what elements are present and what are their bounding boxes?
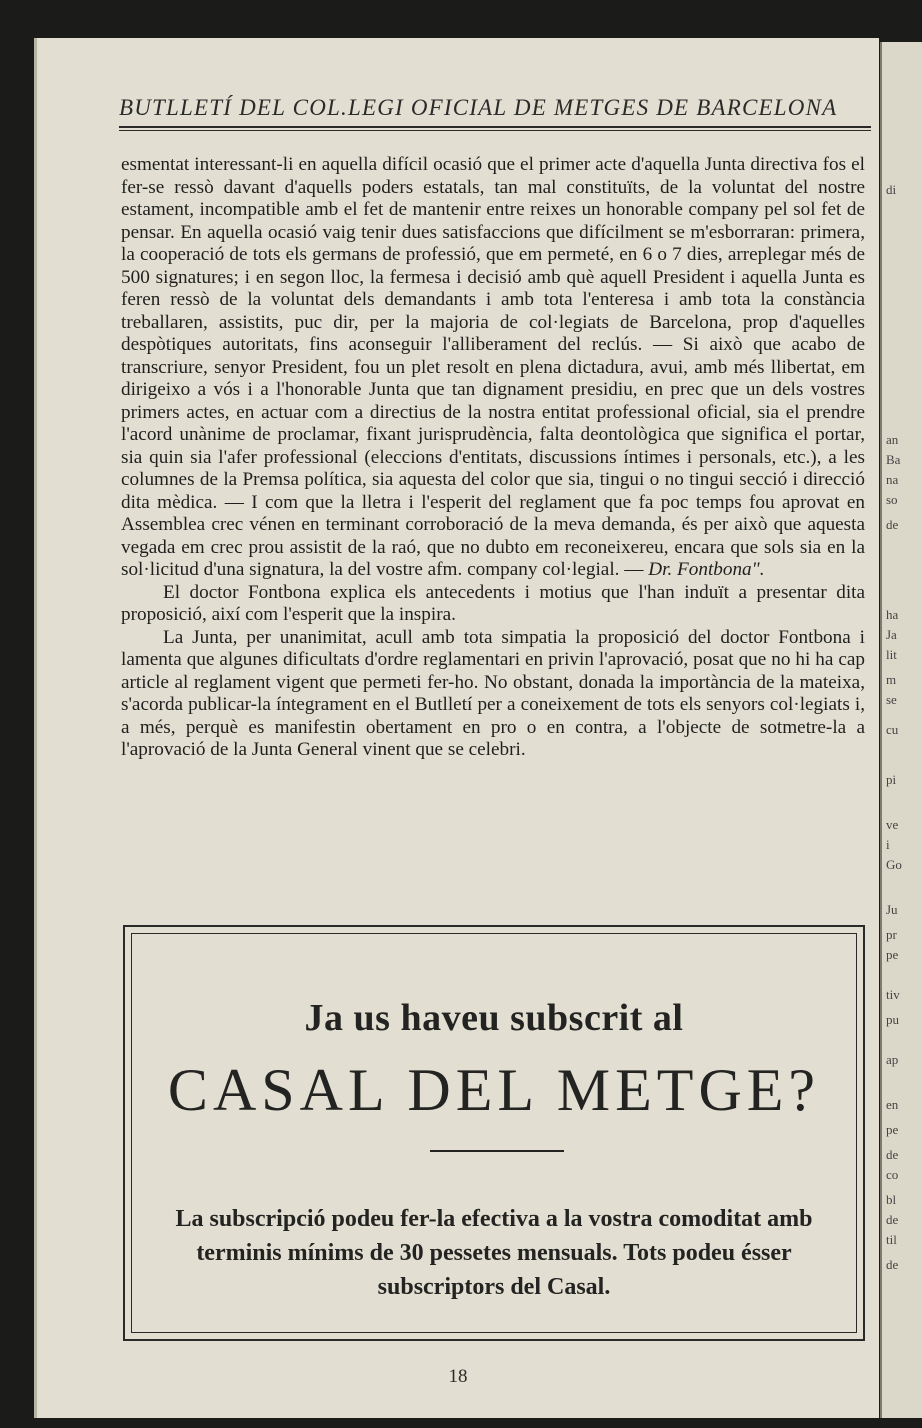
page-number: 18 [448,1366,468,1387]
adjacent-page-fragment: na [886,472,899,487]
page [34,38,879,1418]
paragraph-explanation: El doctor Fontbona explica els antecedents i motius que l'han induït a presentar dita proposició, així com l'esperit que la inspira. [121,581,865,625]
adjacent-page-fragment: tiv [886,987,900,1002]
running-head: BUTLLETÍ DEL COL.LEGI OFICIAL DE METGES DE BARCELONA [119,95,838,120]
adjacent-page-fragment: m [886,672,897,687]
adjacent-page-fragment: pe [886,1122,899,1137]
adjacent-page-fragment: lit [886,647,897,662]
letter-text: esmentat interessant-li en aquella difícil ocasió que el primer acte d'aquella Junta directiva fos el fer-se ressò davant d'aquells poders estatals, tan mal constituïts, de la voluntat del nostre estament, incompatible amb el fet de mantenir entre reixes un honorable company pel sol fet de pensar. En aquella ocasió vaig tenir dues satisfaccions que difícilment se m'esborraran: primera, la cooperació de tots els germans de professió, que em permeté, en 6 o 7 dies, arreplegar més de 500 signatures; i en segon lloc, la fermesa i decisió amb què aquell President i aquella Junta es feren ressò de la voluntat dels demandants i amb tota l'enteresa i amb tota la constància treballaren, assistits, puc dir, per la majoria de col·legiats de Barcelona, prop d'aquelles despòtiques autoritats, fins aconseguir l'alliberament del reclús. — Si això que acabo de transcriure, senyor President, fou un plet resolt en plena dictadura, avui, amb més llibertat, em dirigeixo a vós i a l'honorable Junta que tan dignament presidiu, en prec que un dels vostres primers actes, en actuar com a directius de la nostra entitat professional oficial, sia el prendre l'acord unànime de proclamar, fixant jurisprudència, falta deontològica que significa el portar, sia quin sia l'afer professional (eleccions d'entitats, discussions íntimes i personals, etc.), a les columnes de la Premsa política, sia aquesta del color que sia, tingui o no tingui secció i direcció dita mèdica. — I com que la lletra i l'esperit del reglament que fa poc temps fou aprovat en Assemblea crec vénen en terminant corroboració de la meva demanda, és per això que aquesta vegada em crec prou assistit de la raó, que no dubto em reconeixereu, encara que sols sia en la sol·licitud d'una signatura, la del vostre afm. company col·legial. — [121,154,865,580]
adjacent-page-fragment: de [886,1257,899,1272]
adjacent-page-edge [880,42,922,1418]
adjacent-page-fragment: pu [886,1012,899,1027]
adjacent-page-fragment: pe [886,947,899,962]
advertisement [123,925,865,1341]
adjacent-page-fragment: en [886,1097,899,1112]
adjacent-page-fragment: i [886,837,890,852]
body-text [121,154,865,762]
adjacent-page-fragment: cu [886,722,899,737]
adjacent-page-fragment: Go [886,857,902,872]
adjacent-page-fragment: ve [886,817,899,832]
advertisement-inner-border [131,933,857,1333]
adjacent-page-fragment: Ja [886,627,897,642]
advert-divider [430,1150,564,1152]
adjacent-page-fragment: Ba [886,452,901,467]
adjacent-page-fragment: se [886,692,897,707]
adjacent-page-fragment: pi [886,772,897,787]
adjacent-page-fragment: co [886,1167,899,1182]
adjacent-page-fragment: bl [886,1192,897,1207]
adjacent-page-fragment: Ju [886,902,898,917]
adjacent-page-fragment: di [886,182,897,197]
adjacent-page-fragment: til [886,1232,897,1247]
paragraph-resolution: La Junta, per unanimitat, acull amb tota simpatia la proposició del doctor Fontbona i lamenta que algunes dificultats d'ordre reglamentari en privin l'aprovació, posat que no hi ha cap article al reglament vigent que permeti fer-ho. No obstant, donada la importància de la mateixa, s'acorda publicar-la íntegrament en el Butlletí per a coneixement de tots els senyors col·legiats i, a més, perquè es manifestin obertament en pro o en contra, a l'objecte de sotmetre-la a l'aprovació de la Junta General vinent que se celebri. [121,626,865,760]
adjacent-page-fragment: ha [886,607,899,622]
adjacent-page-fragment: de [886,1147,899,1162]
adjacent-page-fragment: an [886,432,899,447]
advert-headline: Ja us haveu subscrit al [304,997,684,1039]
adjacent-page-fragment: de [886,1212,899,1227]
advert-text: La subscripció podeu fer-la efectiva a la vostra comoditat amb terminis mínims de 30 pessetes mensuals. Tots podeu ésser subscriptors del Casal. [175,1206,813,1300]
adjacent-page-fragment: ap [886,1052,899,1067]
adjacent-page-fragment: so [886,492,898,507]
header-rule [119,126,871,131]
adjacent-page-fragment: pr [886,927,897,942]
adjacent-page-fragment: de [886,517,899,532]
paragraph-letter [121,154,865,582]
signature: Dr. Fontbona". [648,559,765,580]
advert-title: CASAL DEL METGE? [167,1057,821,1123]
